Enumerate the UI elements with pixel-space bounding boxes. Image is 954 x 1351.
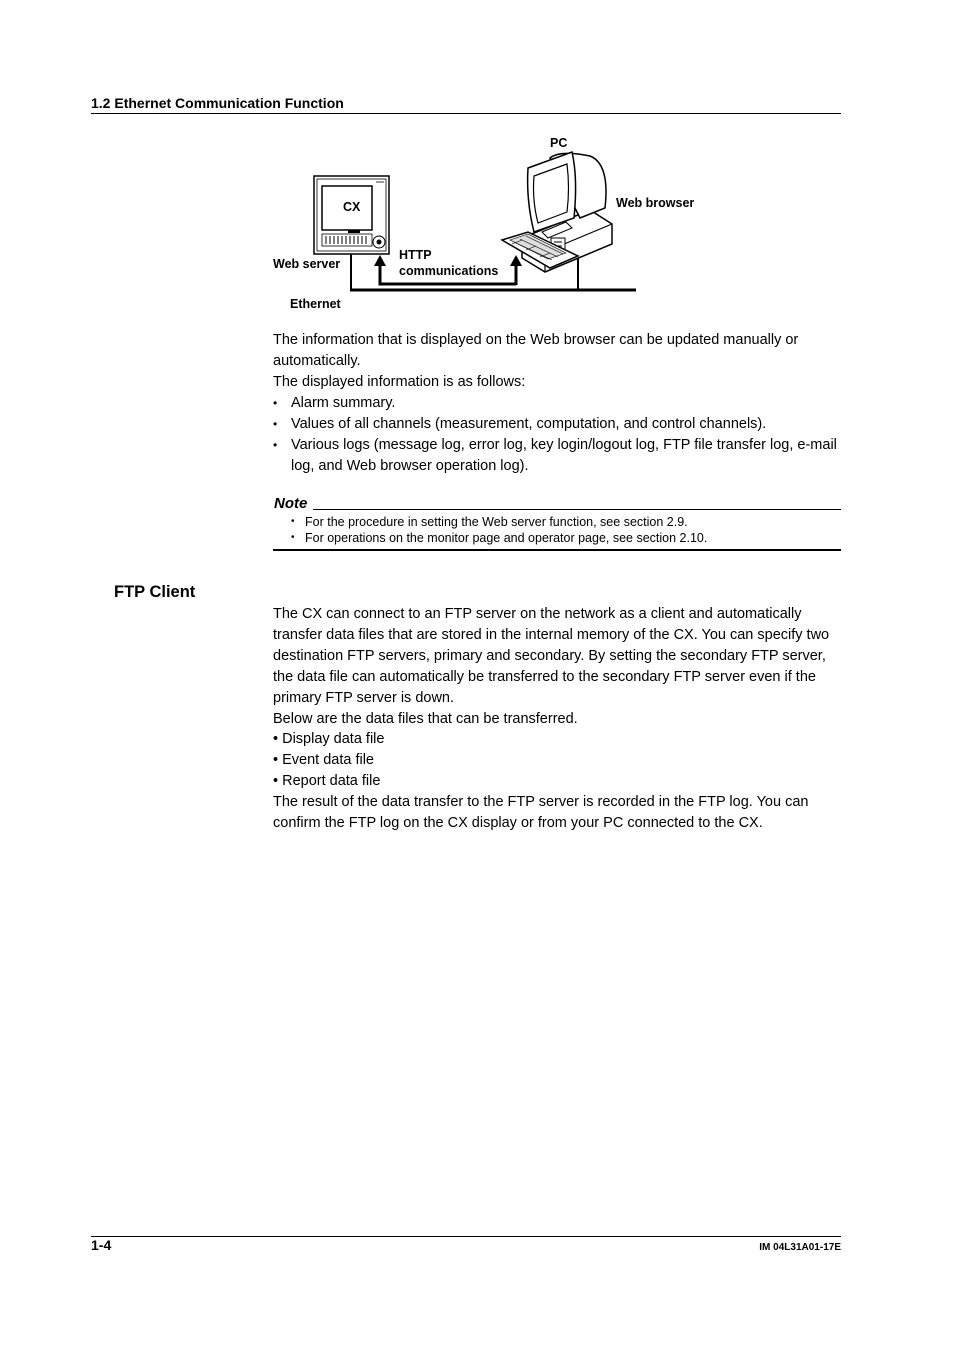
intro-paragraph-line: automatically. <box>273 353 361 369</box>
pc-label: PC <box>550 136 568 150</box>
bullet-icon: • <box>291 516 295 527</box>
ftp-list-item: • Display data file <box>273 731 385 747</box>
http-label: HTTP <box>399 248 432 262</box>
web-server-label: Web server <box>273 257 341 271</box>
cx-label: CX <box>343 200 361 214</box>
ftp-text-line: The result of the data transfer to the FTP server is recorded in the FTP log. You can <box>273 794 809 810</box>
bullet-icon: • <box>291 532 295 543</box>
ftp-text-line: destination FTP servers, primary and secondary. By setting the secondary FTP server, <box>273 648 826 664</box>
bullet-icon: • <box>273 396 278 410</box>
running-header: 1.2 Ethernet Communication Function <box>91 95 344 111</box>
section-heading: FTP Client <box>114 583 196 601</box>
diagram-illustration <box>260 128 720 318</box>
bullet-icon: • <box>273 438 278 452</box>
page-number: 1-4 <box>91 1237 112 1253</box>
ftp-text-line: primary FTP server is down. <box>273 690 455 706</box>
footer-rule <box>91 1236 841 1237</box>
document-number: IM 04L31A01-17E <box>759 1242 841 1253</box>
ftp-text-line: the data file can automatically be transferred to the secondary FTP server even if the <box>273 669 816 685</box>
pc-computer-icon <box>502 152 612 272</box>
web-browser-label: Web browser <box>616 196 695 210</box>
note-rule-top <box>313 509 841 510</box>
header-rule <box>91 113 841 114</box>
ethernet-label: Ethernet <box>290 297 341 311</box>
ftp-text-line: Below are the data files that can be transferred. <box>273 711 578 727</box>
cx-recorder-icon <box>314 176 389 254</box>
ftp-text-line: The CX can connect to an FTP server on the network as a client and automatically <box>273 606 802 622</box>
communications-label: communications <box>399 264 499 278</box>
note-rule-bottom <box>273 549 841 551</box>
intro-paragraph-line: The information that is displayed on the Web browser can be updated manually or <box>273 332 799 348</box>
ftp-text-line: confirm the FTP log on the CX display or from your PC connected to the CX. <box>273 815 763 831</box>
intro-paragraph: The displayed information is as follows: <box>273 374 526 390</box>
ftp-text-line: transfer data files that are stored in the internal memory of the CX. You can specify two <box>273 627 830 643</box>
ftp-list-item: • Event data file <box>273 752 374 768</box>
network-diagram <box>260 128 720 318</box>
note-title: Note <box>274 495 308 512</box>
ftp-list-item: • Report data file <box>273 773 381 789</box>
bullet-icon: • <box>273 417 278 431</box>
